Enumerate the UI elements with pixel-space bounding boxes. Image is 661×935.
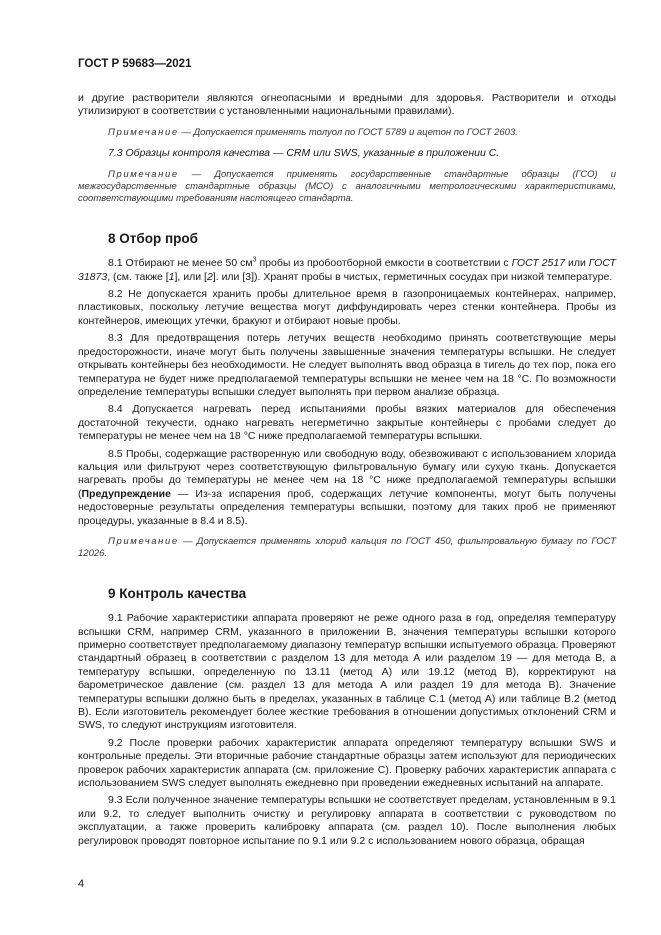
section-8-heading: 8 Отбор проб: [108, 230, 198, 246]
clause-8-1-text-b: пробы из пробоотборной емкости в соответствии с: [256, 257, 512, 270]
clause-8-1-text-d: , (см. также [: [107, 270, 169, 283]
clause-9-3: 9.3 Если полученное значение температуры вспышки не соответствует пределам, установленным в 9.1 или 9.2, то следует выполнить очистку и регулировку аппарата в соответствии с руководством по эксплуатации, а также проверить калибровку аппарата (см. раздел 10). После выполнения любых регулировок проводят повторное испытание по 9.1 или 9.2 с использованием нового образца, обращая: [78, 794, 616, 847]
warning-label: Предупреждение: [81, 487, 171, 500]
clause-8-1-text-f: ]. или [3]). Хранят пробы в чистых, герметичных сосудах при низкой температуре.: [212, 270, 613, 283]
note-text: — Допускается применять толуол по ГОСТ 5789 и ацетон по ГОСТ 2603.: [178, 126, 518, 138]
clause-8-3: 8.3 Для предотвращения потерь летучих веществ необходимо принять соответствующие меры предосторожности, иначе могут быть получены завышенные значения температуры вспышки. Не следует открывать контейнеры без необходимости. Не следует выполнять ввод образца в тигель до тех пор, пока его температура не будет ниже предполагаемой температуры вспышки не менее чем на 18 °С. По возможности определение температуры вспышки следует выполнять при первом анализе образца.: [78, 332, 616, 398]
clause-8-5-text-a: 8.5 Пробы, содержащие растворенную или свободную воду, обезвоживают с использованием хлорида кальция или фильтруют через соответствующую фильтровальную бумагу или сухую ткань. Допускается нагревать пробы до температуры не менее чем на 18 °С ниже предполагаемой температуры вспышки (: [78, 447, 616, 500]
clause-8-1: [78, 257, 616, 284]
standard-designation: ГОСТ Р 59683—2021: [78, 58, 192, 70]
clause-9-1: 9.1 Рабочие характеристики аппарата проверяют не реже одного раза в год, определяя температуру вспышки CRM, например CRM, указанного в приложении В, значения температуры вспышки которого примерно соответствует предполагаемому диапазону температур вспышки испытуемого образца. Проверяют стандартный образец в соответствии с разделом 13 для метода А или разделом 19 — для метода В, а температуру вспышки, определенную по 13.11 (метод А) или 19.12 (метод В), корректируют на барометрическое давление (см. раздел 13 для метода А или раздел 19 для метода В). Значение температуры вспышки должно быть в пределах, указанных в таблице С.1 (метод А) или таблице В.2 (метод В). Если изготовитель рекомендует более жесткие требования в отношении допустимых отклонений CRM и SWS, то следуют инструкциям изготовителя.: [78, 612, 616, 732]
note-toluene: [78, 127, 616, 139]
section-9-heading: 9 Контроль качества: [108, 585, 247, 601]
page-content: [78, 92, 616, 848]
clause-8-1-text-a: 8.1 Отбирают не менее 50 см: [108, 257, 253, 270]
superscript-3: 3: [252, 256, 257, 264]
note-label: Примечание: [108, 535, 179, 547]
clause-7-3: 7.3 Образцы контроля качества — CRM или SWS, указанные в приложении С.: [108, 147, 500, 160]
note-text: — Допускается применять государственные стандартные образцы (ГСО) и межгосударственные стандартные образцы (МСО) с аналогичными метрологическими характеристиками, соответствующими требованиям настоящего стандарта.: [78, 168, 616, 205]
ref-1: 1: [168, 270, 175, 283]
page-number: 4: [78, 878, 85, 890]
note-gso: [78, 169, 616, 206]
note-label: Примечание: [108, 126, 179, 138]
note-label: Примечание: [108, 168, 179, 180]
clause-9-2: 9.2 После проверки рабочих характеристик аппарата определяют температуру вспышки SWS и контрольные пределы. Эти вторичные рабочие стандартные образцы затем используют для периодических проверок рабочих характеристик аппарата (см. приложение С). Проверку рабочих характеристик аппарата с использованием SWS следует выполнять ежедневно при проведении ежедневных испытаний на аппарате.: [78, 736, 616, 790]
note-text: — Допускается применять хлорид кальция по ГОСТ 450, фильтровальную бумагу по ГОСТ 12026.: [78, 535, 616, 560]
clause-8-2: 8.2 Не допускается хранить пробы длительное время в газопроницаемых контейнерах, например, пластиковых, поскольку летучие вещества могут диффундировать через стенки контейнера. Пробы из контейнеров, имеющих утечки, бракуют и отбирают новые пробы.: [78, 288, 616, 327]
clause-8-5-text-b: — Из-за испарения проб, содержащих летучие компоненты, могут быть получены недостоверные результаты определения температуры вспышки, поэтому для таких проб не применяют процедуры, указанные в 8.4 и 8.5).: [78, 487, 616, 527]
note-calcium-chloride: [78, 536, 616, 561]
intro-paragraph: и другие растворители являются огнеопасными и вредными для здоровья. Растворители и отходы утилизируют в соответствии с установленными национальными правилами).: [78, 92, 616, 118]
ref-2: 2: [206, 270, 213, 283]
clause-8-1-text-e: ], или [: [174, 270, 207, 283]
clause-8-5: [78, 448, 616, 528]
ref-gost-2517: ГОСТ 2517: [511, 257, 566, 270]
clause-8-4: 8.4 Допускается нагревать перед испытаниями пробы вязких материалов для обеспечения достаточной текучести, однако нагревать негерметично закрытые контейнеры с пробами следует до температуры не менее чем на 18 °С ниже предполагаемой температуры вспышки.: [78, 403, 616, 443]
ref-gost-31873: ГОСТ 31873: [78, 257, 616, 283]
clause-8-1-text-c: или: [565, 257, 589, 270]
